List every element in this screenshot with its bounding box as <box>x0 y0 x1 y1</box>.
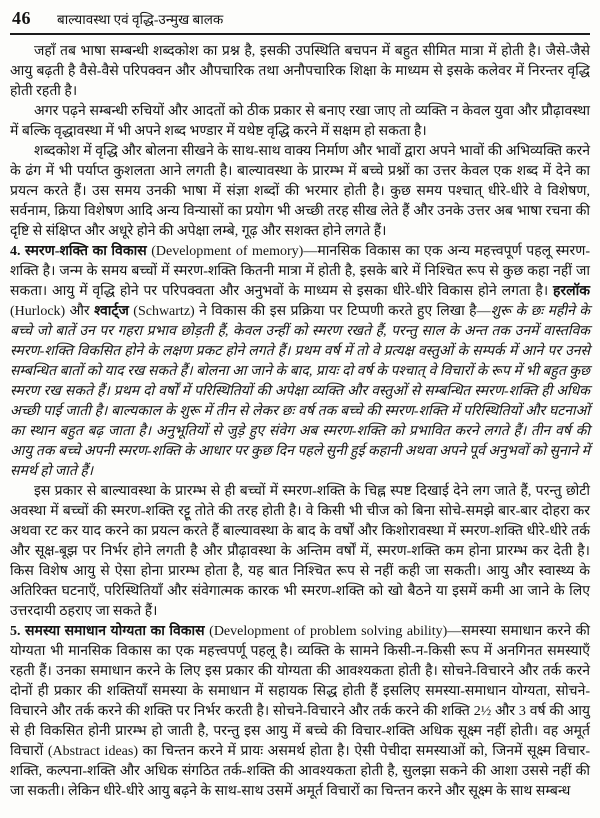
author-hurlock-name: हरलॉक <box>552 284 590 299</box>
section-5-problem-solving <box>10 622 590 802</box>
section-5-heading-english: (Development of problem solving ability)— <box>204 624 462 639</box>
page-body <box>10 35 590 802</box>
paragraph-vocabulary-growth: जहाँ तब भाषा सम्बन्धी शब्दकोश का प्रश्न है, इसकी उपस्थिति बचपन में बहुत सीमित मात्रा में होती है। जैसे-जैसे आयु बढ़ती है वैसे-वैसे परिपक्वन और औपचारिक तथा अनौपचारिक शिक्षा के माध्यम से इसके कलेवर में निरन्तर वृद्धि होती रहती है। <box>10 44 590 99</box>
section-4-body: मानसिक विकास का एक अन्य महत्त्वपूर्ण पहलू स्मरण-शक्ति है। जन्म के समय बच्चों में स्मरण-शक्ति कितनी मात्रा में होती है, इसके बारे में निश्चित रूप से कुछ कहा नहीं जा सकता। आयु में वृद्धि होने पर परिपक्वता और अनुभवों के माध्यम से इसका धीरे-धीरे विकास होने लगता है। <box>10 244 590 299</box>
paragraph-reading-habits: अगर पढ़ने सम्बन्धी रुचियों और आदतों को ठीक प्रकार से बनाए रखा जाए तो व्यक्ति न केवल युवा और प्रौढ़ावस्था में बल्कि वृद्धावस्था में भी अपने शब्द भण्डार में यथेष्ट वृद्धि करने में सक्षम हो सकता है। <box>10 104 590 139</box>
page-header <box>10 6 590 35</box>
section-5-body: समस्या समाधान करने की योग्यता भी मानसिक विकास का एक महत्त्वपर्णू पहलू है। व्यक्ति के सामने किसी-न-किसी रूप में अनगिनत समस्याएँ रहती हैं। उनका समाधान करने के लिए इस प्रकार की योग्यता की आवश्यकता होती है। सोचने-विचारने और तर्क करने दोनों ही प्रकार की शक्तियाँ समस्या के समाधान में सहायक सिद्ध होती हैं इसलिए समस्या-समाधान योग्यता, सोचने-विचारने और तर्क करने की शक्ति पर निर्भर करती है। सोचने-विचारने और तर्क करने की शक्ति 2½ और 3 वर्ष की आयु से ही विकसित होनी प्रारम्भ हो जाती है, परन्तु इस आयु में बच्चे की विचार-शक्ति अधिक सूक्ष्म नहीं होती। वह अमूर्त विचारों (Abstract ideas) का चिन्तन करने में प्रायः असमर्थ होता है। ऐसी पेचीदा समस्याओं को, जिनमें सूक्ष्म विचार-शक्ति, कल्पना-शक्ति और अधिक संगठित तर्क-शक्ति की आवश्यकता होती है, सुलझा सकने की आशा उससे नहीं की जा सकती। लेकिन धीरे-धीरे आयु बढ़ने के साथ-साथ उसमें अमूर्त विचारों का चिन्तन करने और सूक्ष्म के साथ सम्बन्ध <box>10 624 590 799</box>
memory-quote-italic: शुरू के छः महीने के बच्चे जो बातें उन पर गहरा प्रभाव छोड़ती हैं, केवल उन्हीं को स्मरण रखते हैं, परन्तु साल के अन्त तक उनमें वास्तविक स्मरण-शक्ति विकसित होने के लक्षण प्रकट होने लगते हैं। प्रथम वर्ष में तो वे प्रत्यक्ष वस्तुओं के सम्पर्क में आने पर उनसे सम्बन्धित बातों को याद रख सकते हैं। बोलना आ जाने के बाद, प्रायः दो वर्ष के पश्चात् वे विचारों के रूप में भी बहुत कुछ स्मरण रख सकते हैं। प्रथम दो वर्षों में परिस्थितियों की अपेक्षा व्यक्ति और वस्तुओं से सम्बन्धित स्मरण-शक्ति ही अधिक अच्छी पाई जाती है। बाल्यकाल के शुरू में तीन से लेकर छः वर्ष तक बच्चे की स्मरण-शक्ति में परिस्थितियों और घटनाओं का स्थान बहुत बढ़ जाता है। अनुभूतियों से जुड़े हुए संवेग अब स्मरण-शक्ति को प्रभावित करने लगते हैं। तीन वर्ष की आयु तक बच्चे अपनी स्मरण-शक्ति के आधार पर कुछ दिन पहले सुनी हुई कहानी अथवा अपने पूर्व अनुभवों को सुनाने में समर्थ हो जाते हैं। <box>10 304 590 479</box>
author-schwartz-transliteration: (Schwartz) ने विकास की इस प्रक्रिया पर टिप्पणी करते हुए लिखा है— <box>128 304 491 319</box>
author-hurlock-transliteration: (Hurlock) और <box>10 304 95 319</box>
paragraph-memory-followup: इस प्रकार से बाल्यावस्था के प्रारम्भ से ही बच्चों में स्मरण-शक्ति के चिह्न स्पष्ट दिखाई देने लग जाते हैं, परन्तु छोटी अवस्था में बच्चों की स्मरण-शक्ति रट्टू तोते की तरह होती है। वे किसी भी चीज को बिना सोचे-समझे बार-बार दोहरा कर अथवा रट कर याद करने का प्रयत्न करते हैं बाल्यावस्था के बाद के वर्षों और किशोरावस्था में स्मरण-शक्ति धीरे-धीरे तर्क और सूक्ष-बूझ पर निर्भर होने लगती है और प्रौढ़ावस्था के अन्तिम वर्षों में, स्मरण-शक्ति कम होना प्रारम्भ कर देती है। किस विशेष आयु से ऐसा होना प्रारम्भ होता है, यह बात निश्चित रूप से नहीं कही जा सकती। आयु और स्वास्थ्य के अतिरिक्त घटनाएँ, परिस्थितियाँ और संवेगात्मक कारक भी स्मरण-शक्ति को खो बैठने या इसमें कमी आ जाने के लिए उत्तरदायी ठहराए जा सकते हैं। <box>10 484 590 619</box>
section-4-heading-english: (Development of memory)— <box>146 244 318 259</box>
section-4-heading: 4. स्मरण-शक्ति का विकास <box>10 244 147 259</box>
page-number: 46 <box>12 8 31 28</box>
paragraph-sentence-formation: शब्दकोश में वृद्धि और बोलना सीखने के साथ-साथ वाक्य निर्माण और भावों द्वारा अपने भावों की अभिव्यक्ति करने के ढंग में भी पर्याप्त कुशलता आने लगती है। बाल्यावस्था के प्रारम्भ में बच्चे प्रश्नों का उत्तर केवल एक शब्द में देने का प्रयत्न करते हैं। उस समय उनकी भाषा में संज्ञा शब्दों की भरमार होती है। कुछ समय पश्चात् धीरे-धीरे वे विशेषण, सर्वनाम, क्रिया विशेषण आदि अन्य विन्यासों का प्रयोग भी अच्छी तरह सीख लेते हैं और उनके उत्तर अब भाषा रचना की दृष्टि से संक्षिप्त और अधूरे होने की अपेक्षा लम्बे, गूढ़ और सशक्त होने लगते हैं। <box>10 144 590 239</box>
author-schwartz-name: श्वार्ट्ज <box>94 304 129 319</box>
section-4-memory-development <box>10 242 590 482</box>
running-title: बाल्यावस्था एवं वृद्धि-उन्मुख बालक <box>57 12 224 27</box>
section-5-heading: 5. समस्या समाधान योग्यता का विकास <box>10 624 205 639</box>
